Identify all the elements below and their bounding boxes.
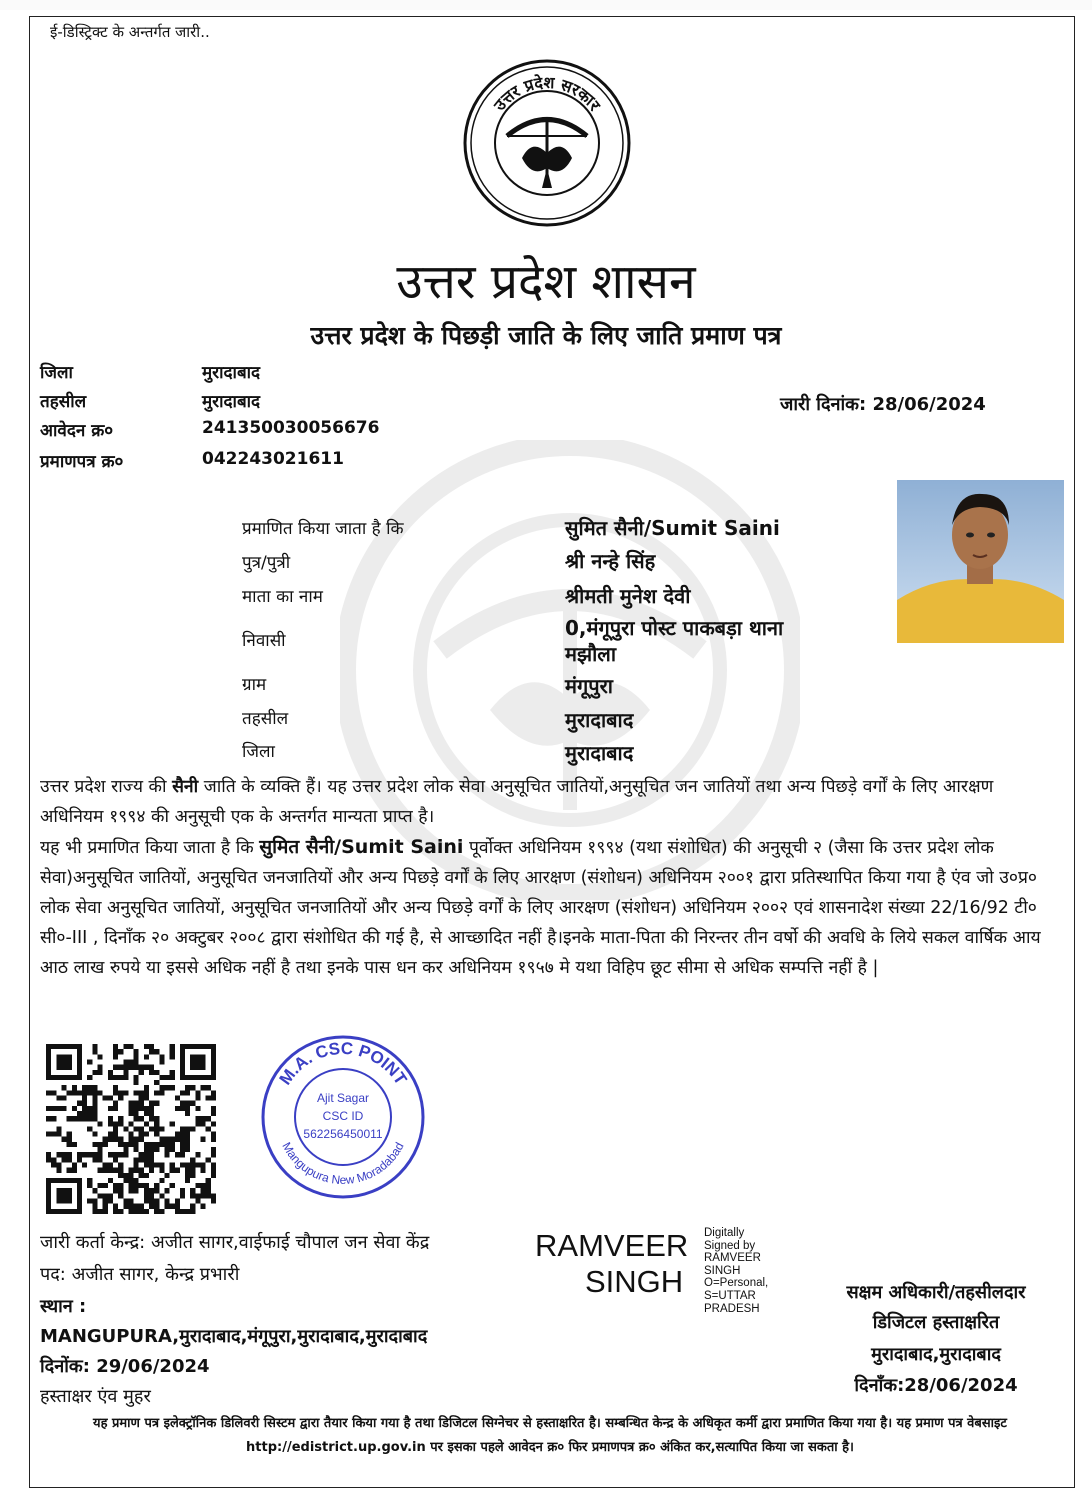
income-paragraph: यह भी प्रमाणित किया जाता है कि सुमित सैनी/Sumit Saini पूर्वोक्त अधिनियम १९९४ (यथा संशोधित) की अनुसूची २ (जैसा कि उत्तर प्रदेश लोक सेवा)अनुसूचित जातियों, अनुसूचित जनजातियों और अन्य पिछड़े वर्गों के लिए आरक्षण (संशोधन) अधिनियम २००१ द्वारा प्रतिस्थापित किया गया है एंव जो उ०प्र० लोक सेवा अनुसूचित जातियों, अनुसूचित जनजातियों और अन्य पिछड़े वर्गों के लिए आरक्षण (संशोधन) अधिनियम २००२ एवं शासनादेश संख्या 22/16/92 टी० सी०-III , दिनाँक २० अक्टुबर २००८ द्वारा संशोधित की गई है, से आच्छादित नहीं है।इनके माता-पिता की निरन्तर तीन वर्षो की अवधि के लिये सकल वार्षिक आय आठ लाख रुपये या इससे अधिक नहीं है तथा इनके पास धन कर अधिनियम १९५७ मे यथा विहिप छूट सीमा से अधिक सम्पत्ति नहीं है | [40, 836, 1041, 978]
svg-text:Mangupura New Moradabad [279, 1140, 406, 1187]
caste-name: सैनी [172, 777, 199, 797]
issuer-post [40, 1262, 239, 1286]
officer-digitally-signed: डिजिटल हस्ताक्षरित [872, 1312, 1000, 1333]
field-district-value: मुरादाबाद [565, 741, 634, 765]
place-value: MANGUPURA,मुरादाबाद,मंगूपुरा,मुरादाबाद,मुरादाबाद [40, 1326, 428, 1347]
stamp-line1: Ajit Sagar [316, 1091, 370, 1105]
issue-date-label: जारी दिनांक: [780, 394, 867, 415]
scan-top-strip [0, 0, 1092, 10]
issuer-date [40, 1354, 210, 1378]
resident-address-line1: 0,मंगूपुरा पोस्ट पाकबड़ा थाना [565, 616, 784, 640]
certificate-title: उत्तर प्रदेश के पिछड़ी जाति के लिए जाति प्रमाण पत्र [310, 321, 782, 350]
body-applicant-name: सुमित सैनी/Sumit Saini [259, 836, 464, 858]
village-label: ग्राम [242, 675, 267, 695]
resident-label: निवासी [242, 631, 286, 651]
certificate-number-value: 042243021611 [202, 449, 344, 469]
caste-paragraph: उत्तर प्रदेश राज्य की सैनी जाति के व्यक्ति हैं। यह उत्तर प्रदेश लोक सेवा अनुसूचित जातियों,अनुसूचित जन जातियों तथा अन्य पिछड़े वर्गों के लिए आरक्षण अधिनियम १९९४ की अनुसूची एक के अन्तर्गत मान्यता प्राप्त है। [40, 777, 994, 827]
issuer-post-value: अजीत सागर, केन्द्र प्रभारी [71, 1264, 240, 1285]
application-number-label: आवेदन क्र० [40, 421, 114, 441]
field-tehsil-label: तहसील [242, 709, 289, 729]
parent-label: पुत्र/पुत्री [242, 553, 291, 573]
digital-signature-name: RAMVEER SINGH [535, 1228, 689, 1299]
csc-point-stamp [258, 1032, 428, 1202]
svg-text:M.A. CSC POINT [276, 1039, 411, 1089]
place-label: स्थान : [40, 1296, 87, 1317]
stamp-bottom-text: Mangupura New Moradabad [279, 1139, 407, 1188]
officer-title: सक्षम अधिकारी/तहसीलदार [846, 1282, 1026, 1303]
stamp-line2: CSC ID [322, 1109, 364, 1123]
village-value: मंगूपुरा [565, 674, 613, 698]
issue-date [780, 392, 986, 416]
field-district-label: जिला [242, 742, 275, 762]
issuing-center-value: अजीत सागर,वाईफाई चौपाल जन सेवा केंद्र [150, 1232, 430, 1253]
stamp-line3: 562256450011 [303, 1127, 383, 1141]
emblem-text: उत्तर प्रदेश सरकार [489, 72, 605, 115]
tehsil-label: तहसील [40, 392, 87, 412]
qr-code-icon [43, 1044, 219, 1214]
issuer-post-label: पद: [40, 1264, 66, 1285]
applicant-photo [897, 480, 1064, 643]
resident-address-line2: मझौला [565, 642, 616, 666]
issuer-date-label: दिनोंक: [40, 1356, 90, 1377]
district-value: मुरादाबाद [202, 363, 261, 383]
up-government-emblem-icon [462, 58, 632, 228]
application-number-value: 241350030056676 [202, 418, 380, 438]
parent-name: श्री नन्हे सिंह [565, 549, 656, 573]
field-tehsil-value: मुरादाबाद [565, 708, 634, 732]
issuing-center [40, 1230, 429, 1254]
issuing-center-label: जारी कर्ता केन्द्र: [40, 1232, 146, 1253]
certificate-number-label: प्रमाणपत्र क्र० [40, 452, 124, 472]
mother-label: माता का नाम [242, 587, 323, 607]
signature-seal-label: हस्ताक्षर एंव मुहर [40, 1386, 151, 1407]
digital-signature-note: Digitally Signed by RAMVEER SINGH O=Personal, S=UTTAR PRADESH [704, 1227, 769, 1315]
issued-under-note: ई-डिस्ट्रिक्ट के अन्तर्गत जारी.. [50, 23, 210, 41]
officer-location: मुरादाबाद,मुरादाबाद [871, 1344, 1001, 1365]
applicant-name: सुमित सैनी/Sumit Saini [565, 516, 780, 540]
verification-footer-note: यह प्रमाण पत्र इलेक्ट्रॉनिक डिलिवरी सिस्टम द्वारा तैयार किया गया है तथा डिजिटल सिग्नेचर से हस्ताक्षरित है। सम्बन्धित केन्द्र के अधिकृत कर्मी द्वारा प्रमाणित किया गया है। यह प्रमाण पत्र वेबसाइट http://edistrict.up.gov.in पर इसका पहले आवेदन क्र० फिर प्रमाणपत्र क्र० अंकित कर,सत्यापित किया जा सकता है। [93, 1416, 1007, 1455]
issue-date-value: 28/06/2024 [872, 394, 986, 415]
stamp-top-text: M.A. CSC POINT [275, 1038, 411, 1089]
certificate-body [40, 772, 1060, 983]
issuer-date-value: 29/06/2024 [96, 1356, 210, 1377]
certified-label: प्रमाणित किया जाता है कि [242, 519, 404, 539]
mother-name: श्रीमती मुनेश देवी [565, 584, 691, 608]
government-title: उत्तर प्रदेश शासन [396, 254, 696, 310]
district-label: जिला [40, 363, 73, 383]
officer-date: दिनाँक:28/06/2024 [854, 1375, 1018, 1396]
tehsil-value: मुरादाबाद [202, 392, 261, 412]
